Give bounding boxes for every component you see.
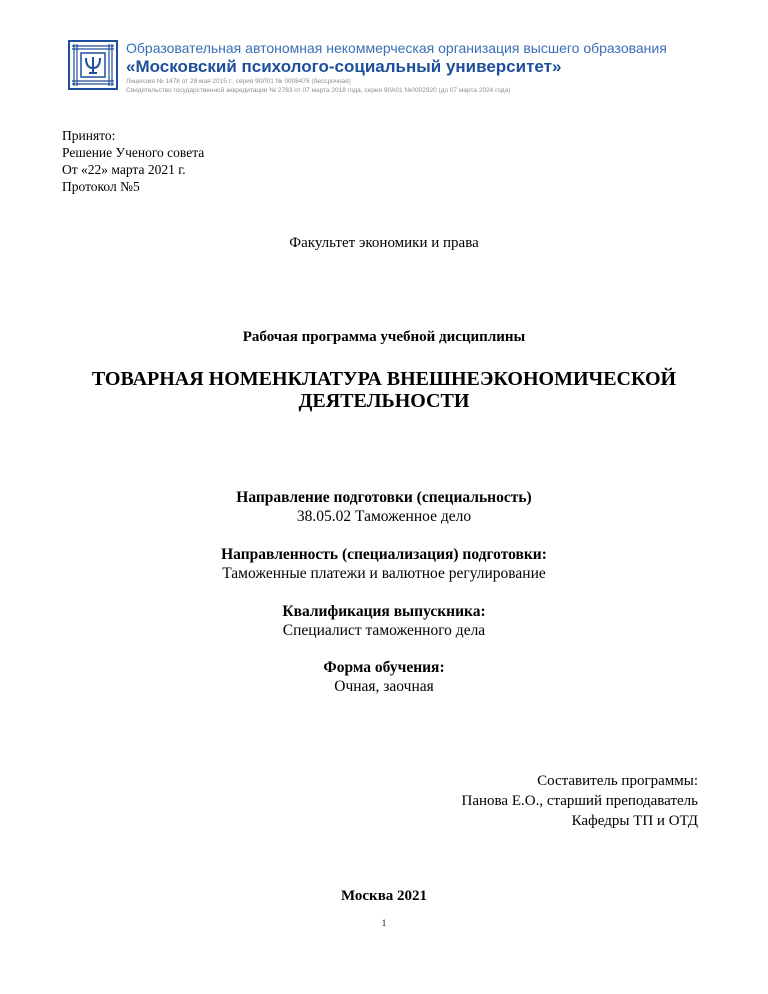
direction-heading: Направление подготовки (специальность): [236, 489, 532, 506]
author-block: [462, 771, 698, 831]
header-logo-block: [68, 40, 688, 100]
specialization-value: Таможенные платежи и валютное регулирование: [222, 565, 546, 582]
header-text: [126, 40, 686, 95]
author-label: Составитель программы:: [537, 773, 698, 789]
city-year: Москва 2021: [340, 888, 428, 904]
psi-logo-icon: [68, 40, 118, 90]
study-form-heading: Форма обучения:: [323, 659, 445, 676]
approval-label: Принято:: [62, 128, 116, 143]
org-type-line: Образовательная автономная некоммерческая организация высшего образования: [126, 40, 667, 56]
author-department: Кафедры ТП и ОТД: [571, 813, 698, 829]
direction-value: 38.05.02 Таможенное дело: [296, 508, 472, 525]
discipline-title-line-2: ДЕЯТЕЛЬНОСТИ: [298, 390, 470, 412]
discipline-title: [0, 368, 768, 412]
approval-block: [62, 127, 204, 195]
qualification-heading: Квалификация выпускника:: [282, 603, 486, 620]
approval-protocol: Протокол №5: [62, 179, 140, 194]
page-number: 1: [381, 918, 387, 928]
approval-date: От «22» марта 2021 г.: [62, 162, 186, 177]
study-form-value: Очная, заочная: [334, 678, 434, 695]
approval-decision: Решение Ученого совета: [62, 145, 205, 160]
accreditation-line: Свидетельство государственной аккредитации № 2783 от 07 марта 2018 года, серия 90А01 №0002920 (до 07 марта 2024 года): [126, 87, 511, 94]
faculty-name: Факультет экономики и права: [289, 235, 479, 251]
program-title: Рабочая программа учебной дисциплины: [242, 329, 526, 345]
specialization-heading: Направленность (специализация) подготовки:: [221, 546, 547, 563]
university-name: «Московский психолого-социальный университет»: [126, 57, 562, 76]
qualification-value: Специалист таможенного дела: [282, 622, 486, 639]
author-name: Панова Е.О., старший преподаватель: [461, 793, 698, 809]
license-line: Лицензия № 1478 от 28 мая 2015 г., серия 90Л01 № 0008476 (бессрочная): [126, 78, 351, 85]
discipline-title-line-1: ТОВАРНАЯ НОМЕНКЛАТУРА ВНЕШНЕЭКОНОМИЧЕСКОЙ: [91, 368, 677, 390]
